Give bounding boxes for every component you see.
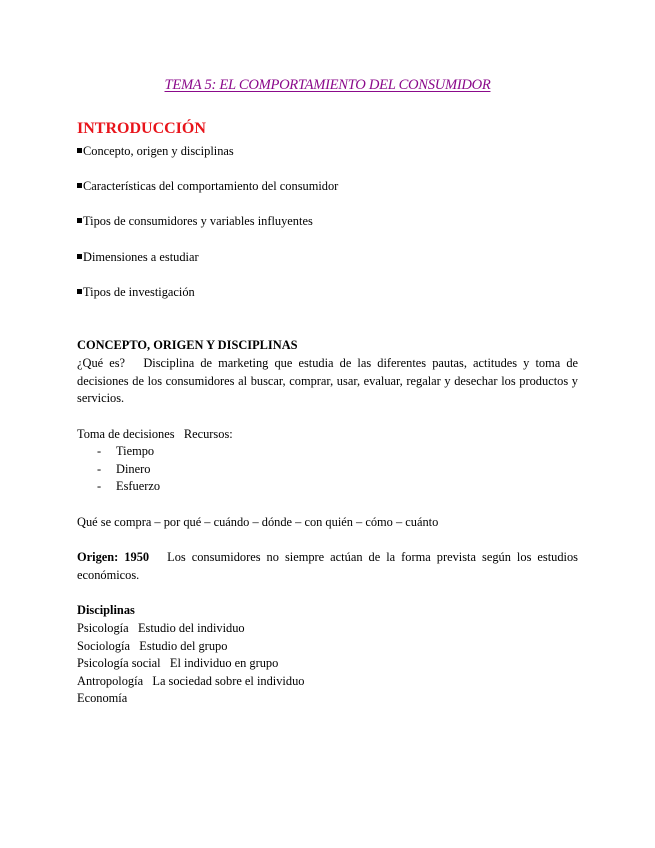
- origin-text: Los consumidores no siempre actúan de la forma prevista según los estudios económicos.: [77, 550, 579, 582]
- concepto-heading: CONCEPTO, ORIGEN Y DISCIPLINAS: [77, 338, 298, 352]
- intro-item: Dimensiones a estudiar: [77, 249, 199, 267]
- list-item: Psicología Estudio del individuo: [77, 621, 245, 635]
- resources-list: [97, 443, 160, 496]
- document-title: TEMA 5: EL COMPORTAMIENTO DEL CONSUMIDOR: [164, 77, 491, 93]
- decisions-label: Toma de decisiones: [77, 427, 175, 441]
- origin-label: Origen: 1950: [77, 550, 150, 564]
- square-bullet-icon: [77, 148, 82, 153]
- resources-label: Recursos:: [183, 427, 233, 441]
- dash-marker: -: [97, 479, 102, 494]
- square-bullet-icon: [77, 218, 82, 223]
- square-bullet-icon: [77, 254, 82, 259]
- disciplinas-heading: Disciplinas: [77, 603, 135, 617]
- intro-heading: INTRODUCCIÓN: [77, 120, 206, 137]
- dash-marker: -: [97, 461, 102, 476]
- question-label: ¿Qué es?: [77, 356, 126, 370]
- list-item: - Esfuerzo: [97, 478, 160, 496]
- list-item: Psicología social El individuo en grupo: [77, 656, 279, 671]
- list-item: Sociología Estudio del grupo: [77, 638, 228, 653]
- intro-item: Tipos de investigación: [77, 284, 195, 302]
- intro-item: Características del comportamiento del consumidor: [77, 178, 338, 196]
- square-bullet-icon: [77, 183, 82, 188]
- intro-item: Tipos de consumidores y variables influyentes: [77, 213, 313, 231]
- list-item: - Dinero: [97, 461, 160, 479]
- decisions-line: [77, 426, 578, 444]
- list-item: - Tiempo: [97, 443, 160, 461]
- intro-item: Concepto, origen y disciplinas: [77, 143, 234, 161]
- dash-marker: -: [97, 444, 102, 458]
- definition-paragraph: [77, 355, 578, 408]
- list-item: Antropología La sociedad sobre el individuo: [77, 673, 305, 688]
- questions-line: Qué se compra – por qué – cuándo – dónde – con quién – cómo – cuánto: [77, 515, 439, 529]
- disciplinas-list: [77, 620, 578, 708]
- list-item: Economía: [77, 691, 128, 706]
- definition-text: Disciplina de marketing que estudia de las diferentes pautas, actitudes y toma de decisiones de los consumidores al buscar, comprar, usar, evaluar, regalar y desechar los productos y servicios.: [77, 356, 579, 406]
- origin-paragraph: [77, 549, 578, 584]
- square-bullet-icon: [77, 289, 82, 294]
